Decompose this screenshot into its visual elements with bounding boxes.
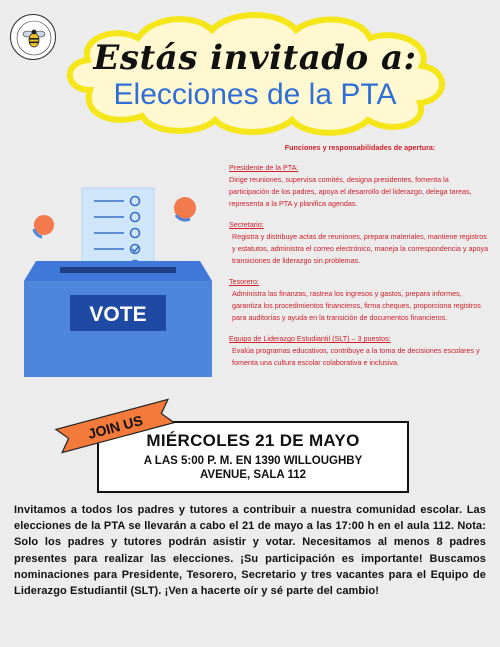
school-logo xyxy=(10,14,56,60)
orange-dot xyxy=(34,215,54,235)
role-description: Administra las finanzas, rastrea los ingresos y gastos, prepara informes, garantiza los procedimientos financieros, firma cheques, proporciona registros para auditorías y ayuda en la transición de documentos financieros. xyxy=(232,289,481,322)
event-time-location: A LAS 5:00 P. M. EN 1390 WILLOUGHBY AVENUE, SALA 112 xyxy=(143,455,363,481)
ballot-slot xyxy=(60,267,176,273)
role-title: Presidente de la PTA: xyxy=(229,163,299,172)
ballot-box-illustration xyxy=(20,183,220,383)
vote-label: VOTE xyxy=(89,303,147,326)
role-secretary xyxy=(229,219,491,267)
invitation-paragraph: Invitamos a todos los padres y tutores a contribuir a nuestra comunidad escolar. Las elecciones de la PTA se llevarán a cabo el 21 de mayo a las 17:00 h en el aula 112. Nota: Solo los padres y tutores podrán asistir y votar. Necesitamos al menos 8 padres presentes para realizar las elecciones. ¡Su participación es importante! Buscamos nominaciones para Presidente, Tesorero, Secretario y tres vacantes para el Equipo de Liderazgo Estudiantil (SLT). ¡Ven a hacerte oír y sé parte del cambio! xyxy=(14,504,486,598)
role-title: Secretario: xyxy=(229,220,264,229)
roles-heading: Funciones y responsabilidades de apertura: xyxy=(284,143,436,152)
join-us-label: JOIN US xyxy=(86,411,145,442)
role-president xyxy=(229,162,491,210)
role-description: Evalúa programas educativos, contribuye a la toma de decisiones escolares y fomenta una cultura escolar colaborativa e inclusiva. xyxy=(232,346,480,367)
election-title: Elecciones de la PTA xyxy=(113,78,397,111)
role-title: Tesorero: xyxy=(229,277,259,286)
role-title: Equipo de Liderazgo Estudiantil (SLT) – 3 puestos: xyxy=(229,334,391,343)
role-treasurer xyxy=(229,276,491,324)
roles-section xyxy=(229,142,491,378)
invitation-title: Estás invitado a: xyxy=(93,38,417,78)
role-description: Dirige reuniones, supervisa comités, designa presidentes, fomenta la participación de los padres, apoya el desarrollo del liderazgo, delega tareas, representa a la PTA y planifica agendas. xyxy=(229,175,472,208)
event-date: MIÉRCOLES 21 DE MAYO xyxy=(146,431,360,450)
join-us-banner xyxy=(55,404,175,448)
role-description: Registra y distribuye actas de reuniones, prepara materiales, mantiene registros y estatutos, administra el correo electrónico, maneja la correspondencia y apoya transiciones de liderazgo sin problemas. xyxy=(232,232,489,265)
role-slt xyxy=(229,333,491,369)
